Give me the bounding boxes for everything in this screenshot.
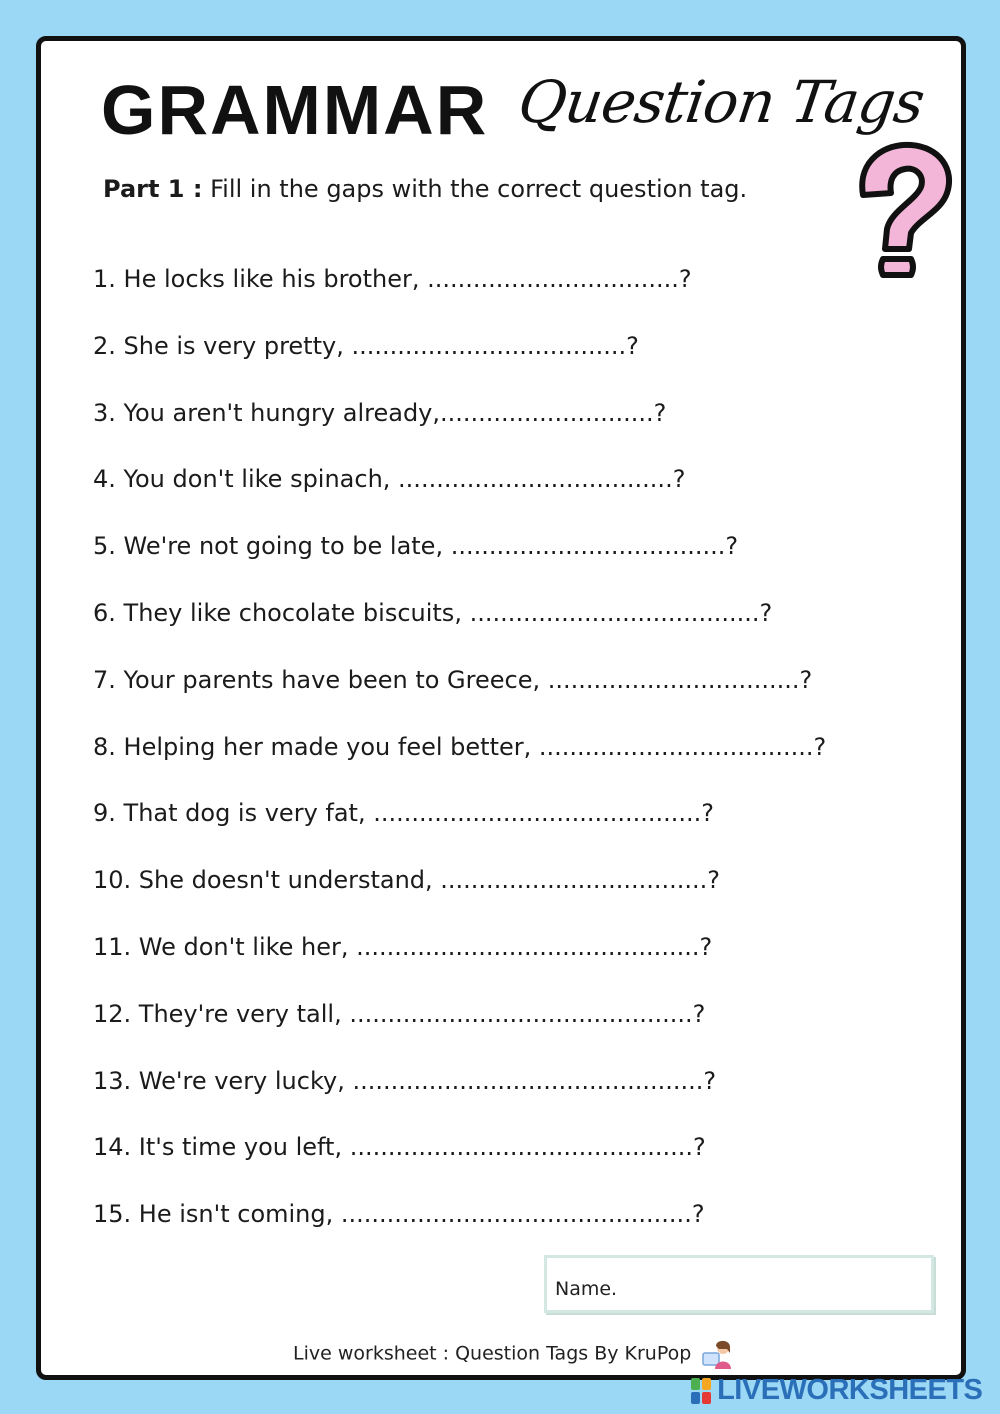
question-item: 15. He isn't coming, ..............................................? — [93, 1200, 705, 1229]
footer-credit — [293, 1337, 735, 1371]
question-item: 10. She doesn't understand, ...................................? — [93, 866, 721, 895]
question-item: 4. You don't like spinach, ....................................? — [93, 465, 686, 494]
question-item: 11. We don't like her, .............................................? — [93, 932, 713, 961]
page-subtitle: Question Tags — [514, 68, 928, 136]
question-item: 8. Helping her made you feel better, ....................................? — [93, 732, 827, 761]
question-item: 2. She is very pretty, ....................................? — [93, 331, 639, 360]
question-item: 6. They like chocolate biscuits, ......................................? — [93, 598, 773, 627]
question-list — [93, 259, 826, 1261]
question-item: 5. We're not going to be late, ....................................? — [93, 532, 739, 561]
question-item: 7. Your parents have been to Greece, .................................? — [93, 665, 813, 694]
question-item: 14. It's time you left, .............................................? — [93, 1133, 706, 1162]
name-field[interactable] — [544, 1255, 934, 1313]
brand-footer — [690, 1374, 982, 1408]
question-item: 9. That dog is very fat, ...........................................? — [93, 799, 714, 828]
question-item: 1. He locks like his brother, .................................? — [93, 265, 692, 293]
question-item: 3. You aren't hungry already,............................? — [93, 398, 667, 427]
page-title: GRAMMAR — [101, 71, 489, 149]
brand-name: LIVEWORKSHEETS — [717, 1374, 983, 1406]
worksheet-page — [36, 36, 966, 1380]
question-item: 13. We're very lucky, ..............................................? — [93, 1066, 717, 1095]
footer-text: Live worksheet : Question Tags By KruPop — [293, 1342, 692, 1365]
liveworksheets-logo-icon — [690, 1377, 712, 1405]
instruction-part-label: Part 1 : — [103, 175, 203, 203]
instruction-text: Fill in the gaps with the correct question tag. — [202, 175, 748, 203]
question-mark-icon — [849, 137, 959, 287]
question-item: 12. They're very tall, .............................................? — [93, 999, 706, 1028]
name-label: Name. — [555, 1278, 618, 1300]
teacher-avatar-icon — [701, 1337, 735, 1371]
instruction — [103, 175, 747, 203]
